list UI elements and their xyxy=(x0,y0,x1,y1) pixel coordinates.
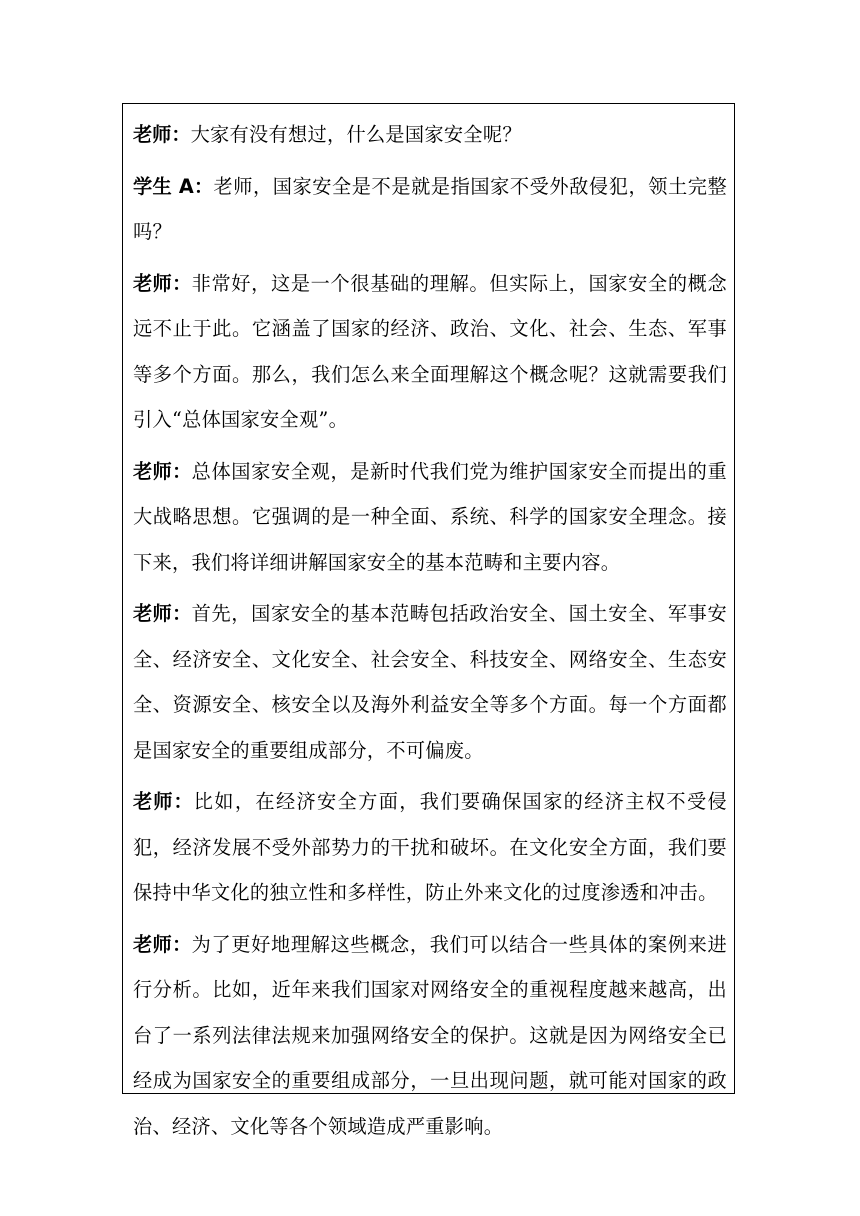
speaker-label: 老师： xyxy=(133,271,192,295)
dialogue-paragraph-5 xyxy=(133,591,727,773)
dialogue-text: 总体国家安全观，是新时代我们党为维护国家安全而提出的重大战略思想。它强调的是一种全面、系统、科学的国家安全理念。接下来，我们将详细讲解国家安全的基本范畴和主要内容。 xyxy=(133,459,727,574)
speaker-label: 老师： xyxy=(133,123,191,146)
speaker-label: 老师： xyxy=(133,932,192,956)
speaker-label: 老师： xyxy=(133,790,194,813)
speaker-label: 老师： xyxy=(133,459,192,483)
dialogue-paragraph-2 xyxy=(133,164,727,255)
dialogue-text: 非常好，这是一个很基础的理解。但实际上，国家安全的概念远不止于此。它涵盖了国家的经济、政治、文化、社会、生态、军事等多个方面。那么，我们怎么来全面理解这个概念呢？这就需要我们引入“总体国家安全观”。 xyxy=(133,271,727,431)
dialogue-paragraph-3 xyxy=(133,261,727,443)
dialogue-text: 老师，国家安全是不是就是指国家不受外敌侵犯，领土完整吗？ xyxy=(133,174,727,243)
speaker-label: 老师： xyxy=(133,602,192,625)
dialogue-paragraph-7 xyxy=(133,922,727,1150)
dialogue-text: 大家有没有想过，什么是国家安全呢？ xyxy=(190,123,522,146)
dialogue-frame xyxy=(122,103,735,1138)
dialogue-text: 为了更好地理解这些概念，我们可以结合一些具体的案例来进行分析。比如，近年来我们国家对网络安全的重视程度越来越高，出台了一系列法律法规来加强网络安全的保护。这就是因为网络安全已经成为国家安全的重要组成部分，一旦出现问题，就可能对国家的政治、经济、文化等各个领域造成严重影响。 xyxy=(133,932,727,1138)
dialogue-paragraph-6 xyxy=(133,779,727,916)
dialogue-text: 比如，在经济安全方面，我们要确保国家的经济主权不受侵犯，经济发展不受外部势力的干扰和破坏。在文化安全方面，我们要保持中华文化的独立性和多样性，防止外来文化的过度渗透和冲击。 xyxy=(133,790,727,904)
speaker-label: 学生 A： xyxy=(133,174,214,198)
dialogue-paragraph-4 xyxy=(133,449,727,586)
dialogue-paragraph-1 xyxy=(133,112,727,158)
dialogue-text: 首先，国家安全的基本范畴包括政治安全、国土安全、军事安全、经济安全、文化安全、社会安全、科技安全、网络安全、生态安全、资源安全、核安全以及海外利益安全等多个方面。每一个方面都是国家安全的重要组成部分，不可偏废。 xyxy=(133,602,727,762)
